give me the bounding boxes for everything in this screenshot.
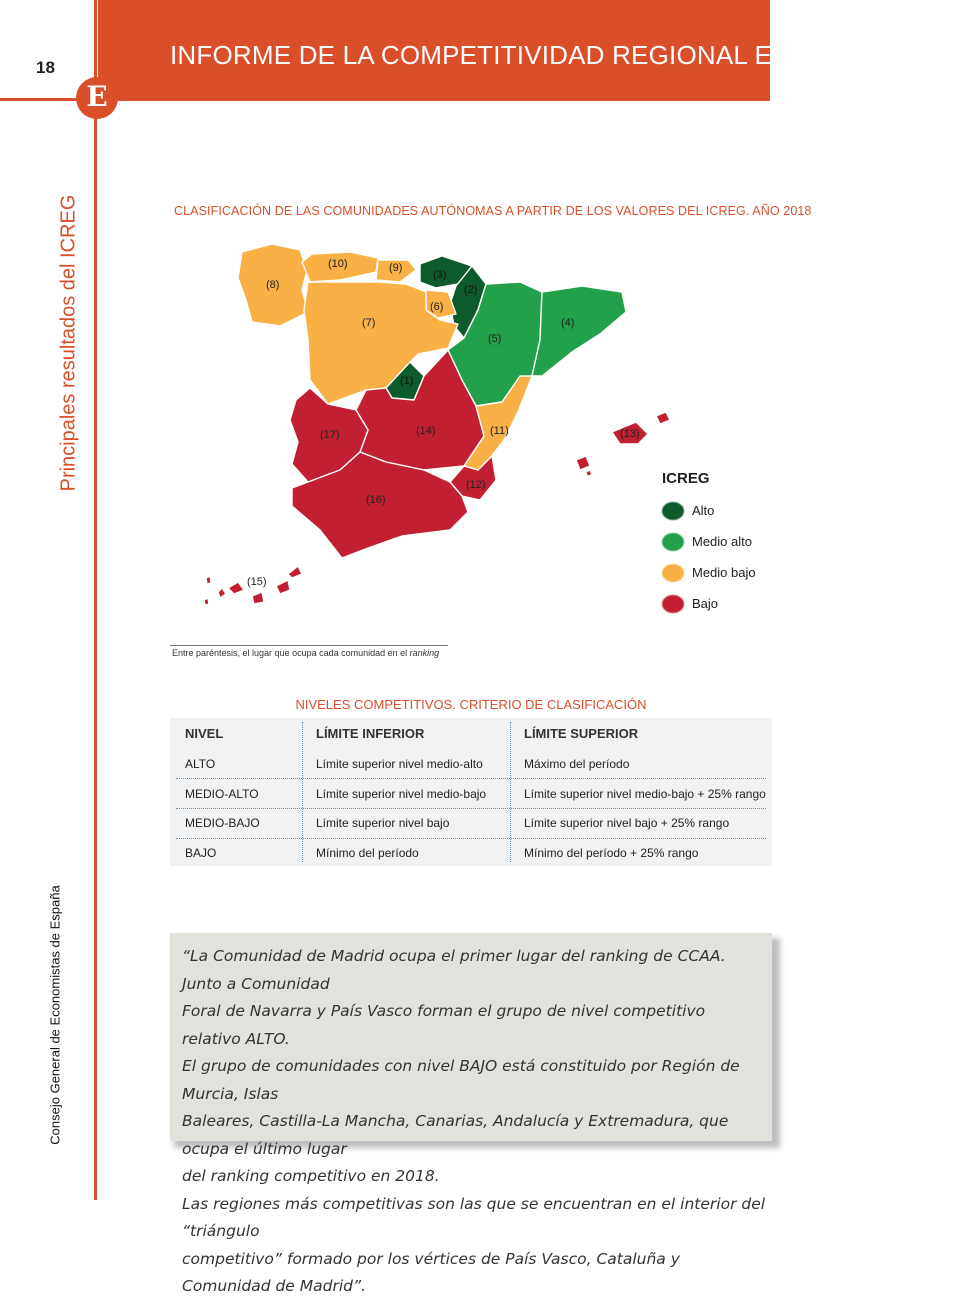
region-shape — [288, 566, 302, 578]
region-shape — [532, 286, 626, 376]
legend-item-medio-bajo — [662, 557, 792, 588]
region-label: (7) — [362, 317, 376, 329]
region-label: (8) — [266, 279, 280, 291]
region-shape — [586, 470, 592, 476]
region-label: (14) — [416, 425, 436, 437]
legend-label: Medio alto — [692, 534, 752, 549]
region-label: (5) — [488, 333, 502, 345]
legend-swatch — [662, 564, 684, 582]
footnote-italic: ranking — [409, 648, 440, 658]
column-divider — [510, 722, 511, 862]
legend-title: ICREG — [662, 470, 710, 487]
table-cell: MEDIO-ALTO — [185, 787, 259, 801]
region-shape — [656, 412, 670, 424]
organization-label: Consejo General de Economistas de España — [47, 885, 63, 1145]
quote-line: del ranking competitivo en 2018. — [182, 1167, 440, 1185]
region-shape — [206, 576, 211, 584]
region-label: (15) — [247, 576, 267, 588]
table-cell: Máximo del período — [524, 757, 630, 771]
section-sidebar — [57, 194, 80, 492]
region-label: (3) — [433, 269, 447, 281]
spain-map — [180, 230, 680, 620]
report-title: INFORME DE LA COMPETITIVIDAD REGIONAL EN ESPAÑA 2019 — [170, 40, 968, 70]
table-cell: Límite superior nivel bajo — [316, 816, 450, 830]
region-shape — [252, 592, 264, 604]
region-label: (4) — [561, 317, 575, 329]
table-cell: Límite superior nivel medio-bajo + 25% rango — [524, 787, 766, 801]
logo-icon: E — [76, 77, 118, 119]
table-title: NIVELES COMPETITIVOS. CRITERIO DE CLASIFICACIÓN — [295, 697, 647, 712]
legend-item-bajo — [662, 588, 792, 619]
column-divider — [302, 722, 303, 862]
region-label: (6) — [430, 301, 444, 313]
quote-line: competitivo” formado por los vértices de País Vasco, Cataluña y Comunidad de Madrid”. — [182, 1249, 680, 1295]
map-footnote — [172, 648, 439, 658]
region-label: (11) — [490, 425, 509, 437]
region-label: (2) — [464, 284, 478, 296]
table-cell: Límite superior nivel medio-alto — [316, 757, 483, 771]
table-cell: Mínimo del período + 25% rango — [524, 846, 699, 860]
margin-rule — [94, 0, 97, 1200]
table-cell: MEDIO-BAJO — [185, 816, 260, 830]
table-cell: ALTO — [185, 757, 216, 771]
quote-line: Las regiones más competitivas son las que se encuentran en el interior del “triángulo — [182, 1194, 766, 1240]
section-label: Principales resultados del ICREG — [57, 194, 80, 492]
region-label: (1) — [400, 375, 414, 387]
footnote-text: Entre paréntesis, el lugar que ocupa cada comunidad en el — [172, 648, 408, 658]
region-shape — [576, 456, 590, 470]
legend-swatch — [662, 502, 684, 520]
table-cell: BAJO — [185, 846, 217, 860]
quote-text — [182, 943, 767, 1301]
table-cell: Límite superior nivel medio-bajo — [316, 787, 487, 801]
header-limite-inferior: LÍMITE INFERIOR — [316, 726, 425, 741]
region-shape — [218, 588, 226, 598]
region-label: (9) — [389, 262, 403, 274]
row-separator — [176, 808, 766, 809]
region-shape — [204, 598, 209, 605]
legend-label: Medio bajo — [692, 565, 756, 580]
legend-item-medio-alto — [662, 526, 792, 557]
footnote-rule — [170, 645, 448, 646]
row-separator — [176, 778, 766, 779]
legend-item-alto — [662, 495, 792, 526]
quote-line: El grupo de comunidades con nivel BAJO está constituido por Región de Murcia, Islas — [182, 1057, 740, 1103]
legend-swatch — [662, 533, 684, 551]
header-nivel: NIVEL — [185, 726, 224, 741]
page-number: 18 — [36, 58, 55, 77]
quote-line: “La Comunidad de Madrid ocupa el primer lugar del ranking de CCAA. Junto a Comunidad — [182, 947, 726, 993]
table-cell: Mínimo del período — [316, 846, 419, 860]
region-shape — [276, 580, 290, 594]
row-separator — [176, 838, 766, 839]
organization-sidebar — [46, 870, 64, 1160]
map-legend — [662, 470, 792, 619]
header-limite-superior: LÍMITE SUPERIOR — [524, 726, 639, 741]
quote-line: Baleares, Castilla-La Mancha, Canarias, Andalucía y Extremadura, que ocupa el último lugar — [182, 1112, 729, 1158]
region-label: (12) — [466, 479, 486, 491]
region-label: (17) — [320, 429, 340, 441]
legend-label: Alto — [692, 503, 715, 518]
region-label: (13) — [620, 428, 640, 440]
map-title: CLASIFICACIÓN DE LAS COMUNIDADES AUTÓNOMAS A PARTIR DE LOS VALORES DEL ICREG. AÑO 2018 — [174, 204, 812, 218]
legend-swatch — [662, 595, 684, 613]
region-shape — [228, 582, 244, 594]
table-cell: Límite superior nivel bajo + 25% rango — [524, 816, 730, 830]
legend-label: Bajo — [692, 596, 719, 611]
quote-line: Foral de Navarra y País Vasco forman el grupo de nivel competitivo relativo ALTO. — [182, 1002, 706, 1048]
region-label: (10) — [328, 258, 348, 270]
region-label: (16) — [366, 494, 386, 506]
